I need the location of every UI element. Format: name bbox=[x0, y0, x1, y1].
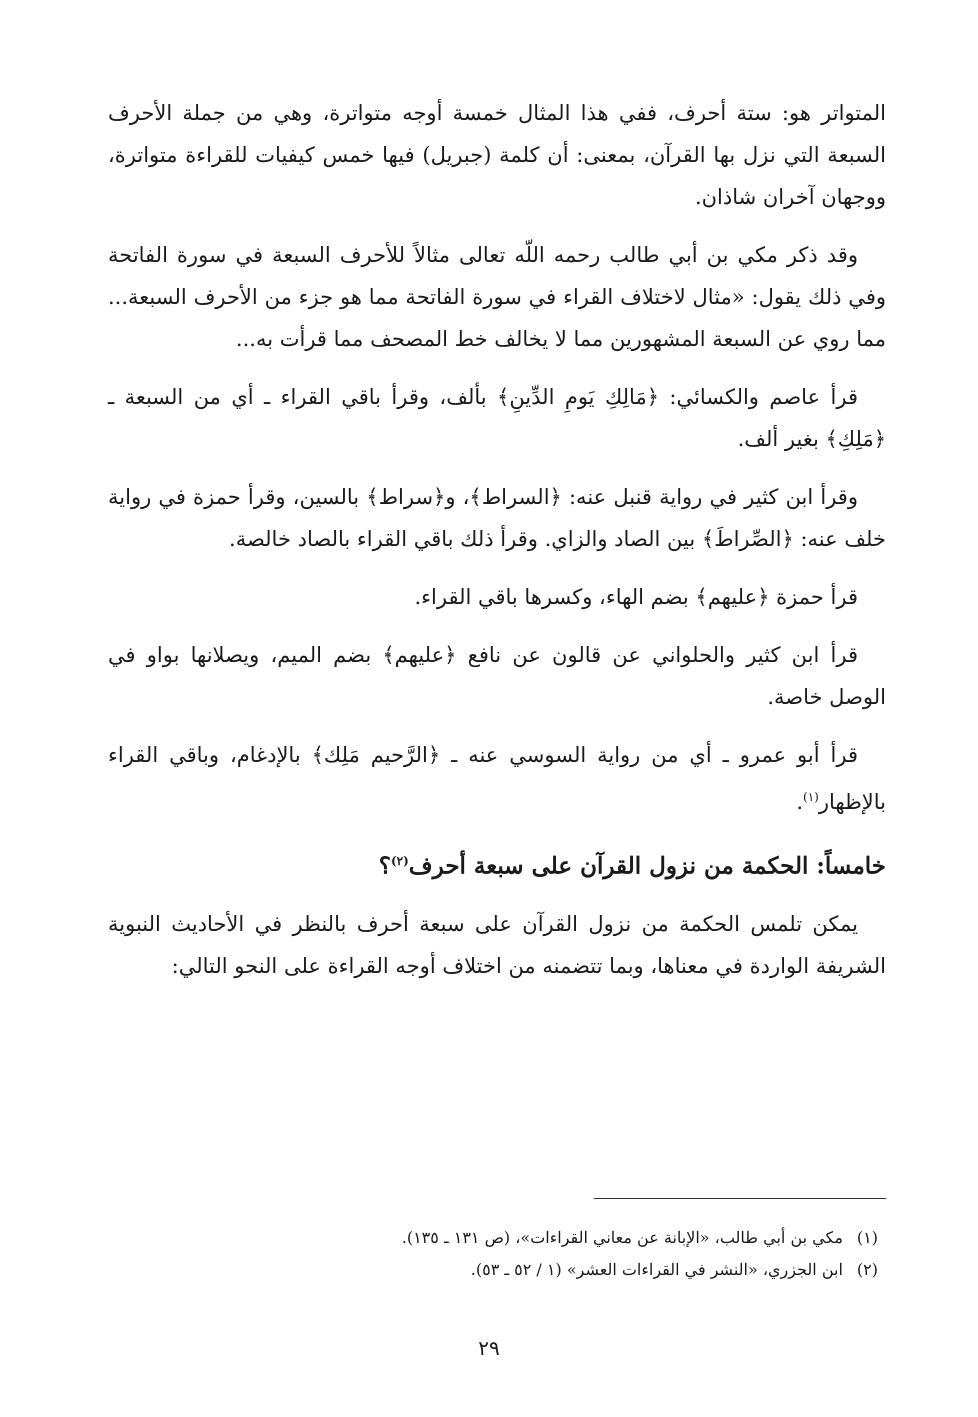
paragraph: قرأ حمزة ﴿عليهم﴾ بضم الهاء، وكسرها باقي القراء. bbox=[414, 585, 858, 609]
footnote-number: (١) bbox=[856, 1228, 878, 1247]
page-number: ٢٩ bbox=[478, 1336, 500, 1360]
paragraph: قرأ ابن كثير والحلواني عن قالون عن نافع ﴿عليهم﴾ بضم الميم، ويصلانها بواو في الوصل خاصة. bbox=[108, 643, 886, 709]
paragraph: المتواتر هو: ستة أحرف، ففي هذا المثال خمسة أوجه متواترة، وهي من جملة الأحرف السبعة التي نزل بها القرآن، بمعنى: أن كلمة (جبريل) فيها خمس كيفيات للقراءة متواترة، ووجهان آخران شاذان. bbox=[108, 101, 887, 209]
footnotes bbox=[300, 1222, 878, 1286]
footnote-text: مكي بن أبي طالب، «الإبانة عن معاني القراءات»، (ص ١٣١ ـ ١٣٥). bbox=[401, 1228, 843, 1247]
paragraph-with-footnote: قرأ أبو عمرو ـ أي من رواية السوسي عنه ـ ﴿الرَّحيم مَلِك﴾ بالإدغام، وباقي القراء بالإظهار$^{(١)}$. bbox=[108, 743, 886, 814]
footnote-number: (٢) bbox=[856, 1260, 878, 1279]
paragraph: يمكن تلمس الحكمة من نزول القرآن على سبعة أحرف بالنظر في الأحاديث النبوية الشريفة الواردة في معناها، وبما تتضمنه من اختلاف أوجه القراءة على النحو التالي: bbox=[108, 911, 886, 978]
heading-question-mark: ؟ bbox=[378, 852, 391, 880]
paragraph-text: قرأ أبو عمرو ـ أي من رواية السوسي عنه ـ ﴿الرَّحيم مَلِك﴾ بالإدغام، وباقي القراء بالإظهار bbox=[108, 743, 886, 814]
paragraph: وقرأ ابن كثير في رواية قنبل عنه: ﴿السراط﴾، و﴿سراط﴾ بالسين، وقرأ حمزة في رواية خلف عنه: ﴿الصِّراطَ﴾ بين الصاد والزاي. وقرأ ذلك باقي القراء بالصاد خالصة. bbox=[108, 485, 886, 551]
paragraph: وقد ذكر مكي بن أبي طالب رحمه اللّه تعالى مثالاً للأحرف السبعة في سورة الفاتحة وفي ذلك يقول: «مثال لاختلاف القراء في سورة الفاتحة مما هو جزء من الأحرف السبعة... مما روي عن السبعة المشهورين مما لا يخالف خط المصحف مما قرأت به... bbox=[108, 243, 886, 351]
footnote-item bbox=[300, 1222, 878, 1254]
page-body bbox=[108, 92, 886, 1003]
footnote-text: ابن الجزري، «النشر في القراءات العشر» (١ / ٥٢ ـ ٥٣). bbox=[470, 1260, 843, 1279]
footnote-divider bbox=[594, 1198, 886, 1199]
footnote-reference[interactable]: (٢) bbox=[390, 854, 409, 868]
footnote-reference[interactable]: (١) bbox=[803, 790, 819, 804]
footnote-item bbox=[300, 1254, 878, 1286]
section-heading-text: خامساً: الحكمة من نزول القرآن على سبعة أحرف bbox=[408, 852, 886, 880]
section-heading bbox=[108, 839, 886, 889]
paragraph: قرأ عاصم والكسائي: ﴿مَالِكِ يَومِ الدِّينِ﴾ بألف، وقرأ باقي القراء ـ أي من السبعة ـ ﴿مَلِكِ﴾ بغير ألف. bbox=[108, 385, 886, 451]
